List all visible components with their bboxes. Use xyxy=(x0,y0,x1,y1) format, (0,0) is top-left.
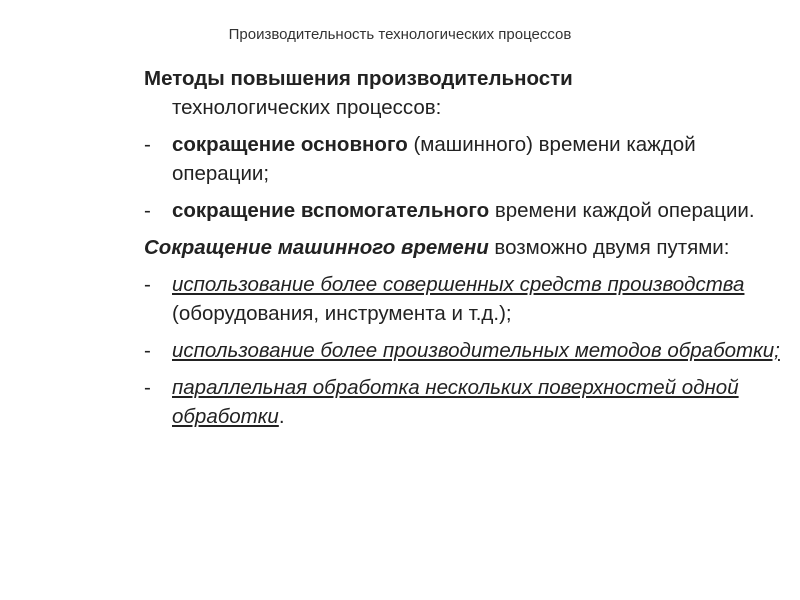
list-item xyxy=(144,373,794,431)
list-item-underlined: использование более производительных методов обработки; xyxy=(172,339,780,362)
list-dash: - xyxy=(144,339,151,362)
section1-heading-rest: технологических процессов: xyxy=(172,96,442,119)
list-item xyxy=(144,130,794,188)
list-item-text: (машинного) времени каждой операции; xyxy=(172,133,696,185)
list-item xyxy=(144,270,794,328)
list-dash: - xyxy=(144,376,151,399)
slide-content xyxy=(144,64,794,439)
list-item-text: времени каждой операции. xyxy=(489,199,755,222)
list-item xyxy=(144,336,794,365)
section1-heading-bold: Методы повышения производительности xyxy=(144,67,573,90)
list-item-text: (оборудования, инструмента и т.д.); xyxy=(172,302,512,325)
section1-heading xyxy=(144,64,794,122)
slide-title: Производительность технологических процессов xyxy=(228,26,572,43)
list-item-bold: сокращение основного xyxy=(172,133,408,156)
list-dash: - xyxy=(144,133,151,156)
list-item-bold: сокращение вспомогательного xyxy=(172,199,490,222)
list-dash: - xyxy=(144,199,151,222)
section2-heading-bold-italic: Сокращение машинного времени xyxy=(144,236,489,259)
list-item-text: . xyxy=(278,405,285,428)
list-item-underlined: параллельная обработка нескольких поверхностей одной обработки xyxy=(172,376,739,428)
section2-heading-rest: возможно двумя путями: xyxy=(488,236,730,259)
list-item-underlined: использование более совершенных средств производства xyxy=(172,273,745,296)
list-dash: - xyxy=(144,273,151,296)
list-item xyxy=(144,196,794,225)
section2-heading xyxy=(144,233,794,262)
